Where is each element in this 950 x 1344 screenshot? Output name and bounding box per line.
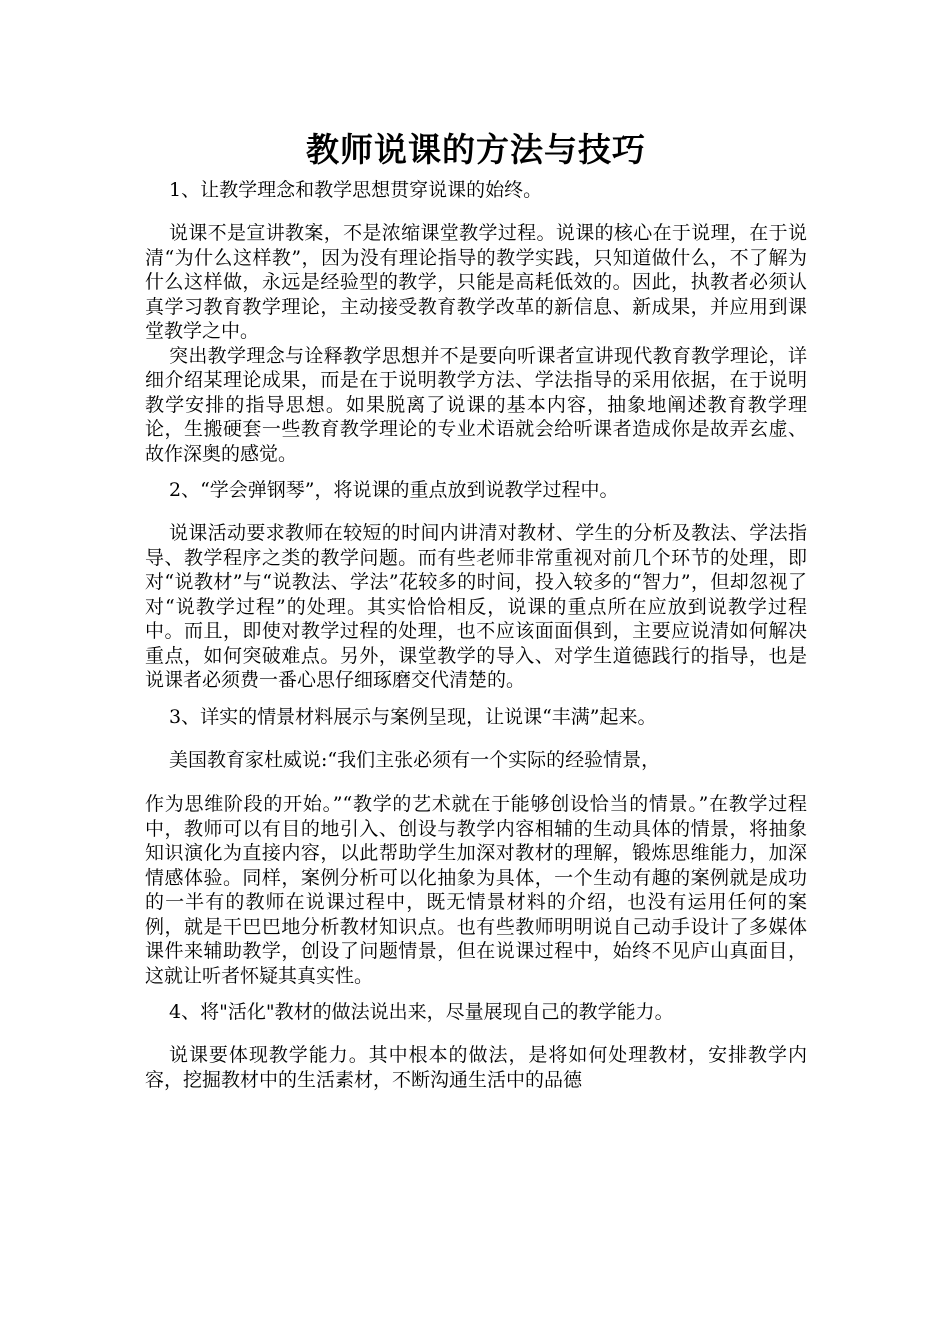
document-page: [145, 128, 807, 1092]
section-4-paragraph-1: 说课要体现教学能力。其中根本的做法，是将如何处理教材，安排教学内容，挖掘教材中的生活素材，不断沟通生活中的品德: [145, 1044, 807, 1091]
section-3-paragraph-2: 作为思维阶段的开始。”“教学的艺术就在于能够创设恰当的情景。”在教学过程中，教师可以有目的地引入、创设与教学内容相辅的生动具体的情景，将抽象知识演化为直接内容，以此帮助学生加深对教材的理解，锻炼思维能力，加深情感体验。同样，案例分析可以化抽象为具体，一个生动有趣的案例就是成功的一半有的教师在说课过程中，既无情景材料的介绍，也没有运用任何的案例，就是干巴巴地分析教材知识点。也有些教师明明说自己动手设计了多媒体课件来辅助教学，创设了问题情景，但在说课过程中，始终不见庐山真面目，这就让听者怀疑其真实性。: [145, 793, 807, 987]
section-1-paragraph-1: 说课不是宣讲教案，不是浓缩课堂教学过程。说课的核心在于说理，在于说清“为什么这样教”，因为没有理论指导的教学实践，只知道做什么，不了解为什么这样做，永远是经验型的教学，只能是高耗低效的。因此，执教者必须认真学习教育教学理论，主动接受教育教学改革的新信息、新成果，并应用到课堂教学之中。: [145, 222, 807, 342]
section-2-paragraph-1: 说课活动要求教师在较短的时间内讲清对教材、学生的分析及教法、学法指导、教学程序之类的教学问题。而有些老师非常重视对前几个环节的处理，即对“说教材”与“说教法、学法”花较多的时间，投入较多的“智力”，但却忽视了对“说教学过程”的处理。其实恰恰相反，说课的重点所在应放到说教学过程中。而且，即使对教学过程的处理，也不应该面面俱到，主要应说清如何解决重点，如何突破难点。另外，课堂教学的导入、对学生道德践行的指导，也是说课者必须费一番心思仔细琢磨交代清楚的。: [145, 522, 807, 691]
section-heading-3: 3、详实的情景材料展示与案例呈现，让说课“丰满”起来。: [169, 705, 657, 728]
section-heading-4: 4、将"活化"教材的做法说出来，尽量展现自己的教学能力。: [169, 1001, 674, 1023]
document-title: 教师说课的方法与技巧: [306, 130, 646, 169]
section-heading-1: 1、让教学理念和教学思想贯穿说课的始终。: [169, 179, 543, 201]
section-heading-2: 2、“学会弹钢琴”，将说课的重点放到说教学过程中。: [169, 479, 619, 501]
section-3-paragraph-1: 美国教育家杜威说:“我们主张必须有一个实际的经验情景，: [169, 748, 661, 771]
section-1-paragraph-2: 突出教学理念与诠释教学思想并不是要向听课者宣讲现代教育教学理论，详细介绍某理论成果，而是在于说明教学方法、学法指导的采用依据，在于说明教学安排的指导思想。如果脱离了说课的基本内容，抽象地阐述教育教学理论，生搬硬套一些教育教学理论的专业术语就会给听课者造成你是故弄玄虚、故作深奥的感觉。: [145, 344, 807, 465]
